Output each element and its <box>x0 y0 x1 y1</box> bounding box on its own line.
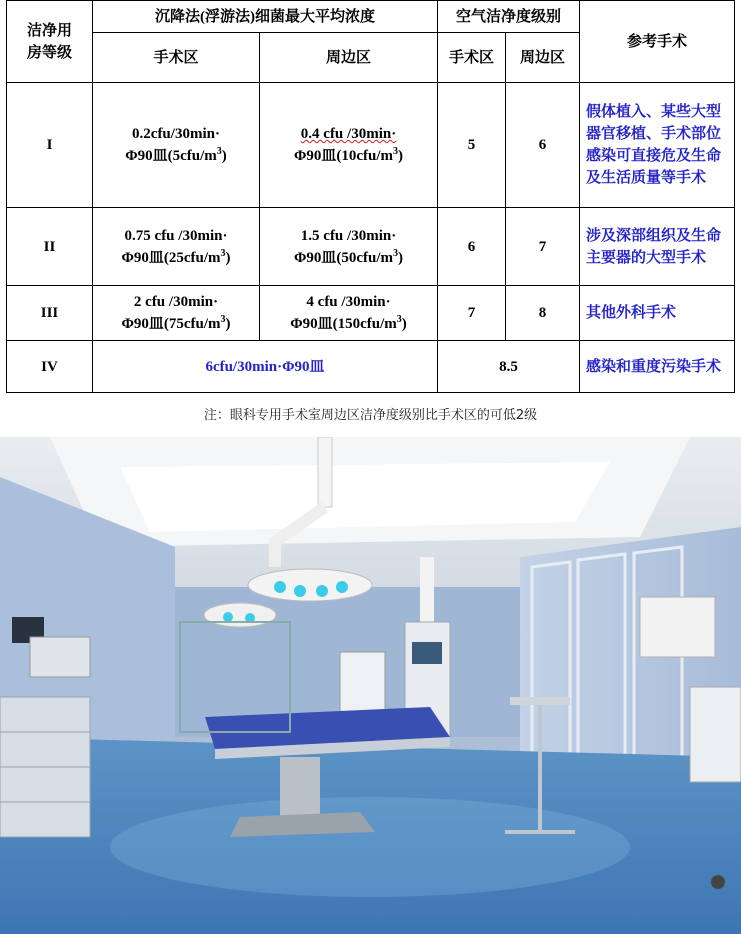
row-grade: III <box>7 286 93 341</box>
table-row <box>7 83 735 208</box>
header-surgery-zone: 手术区 <box>93 33 260 83</box>
reference-surgery: 假体植入、某些大型器官移植、手术部位感染可直接危及生命及生活质量等手术 <box>580 83 735 208</box>
row-grade: IV <box>7 341 93 393</box>
surrounding-concentration: 0.4 cfu /30min· Φ90皿$(10cfu/m^3)$ <box>260 83 438 208</box>
clean-surgery-level: 5 <box>438 83 506 208</box>
clean-surgery-level: 6 <box>438 208 506 286</box>
operating-room-image <box>0 437 741 934</box>
settling-merged-value: 6cfu/30min·Φ90皿 <box>93 341 438 393</box>
surrounding-concentration: 1.5 cfu /30min· Φ90皿$(50cfu/m^3)$ <box>260 208 438 286</box>
table-row <box>7 208 735 286</box>
surgery-concentration: 0.75 cfu /30min· Φ90皿$(25cfu/m^3)$ <box>93 208 260 286</box>
clean-surrounding-level: 6 <box>506 83 580 208</box>
header-clean-surgery-zone: 手术区 <box>438 33 506 83</box>
header-settling: 沉降法(浮游法)细菌最大平均浓度 <box>93 1 438 33</box>
header-surrounding-zone: 周边区 <box>260 33 438 83</box>
reference-surgery: 涉及深部组织及生命主要器的大型手术 <box>580 208 735 286</box>
table-row <box>7 286 735 341</box>
cleanroom-grade-table <box>6 0 735 393</box>
reference-surgery: 其他外科手术 <box>580 286 735 341</box>
surgery-concentration: 0.2cfu/30min· Φ90皿$(5cfu/m^3)$ <box>93 83 260 208</box>
reference-surgery: 感染和重度污染手术 <box>580 341 735 393</box>
clean-surgery-level: 7 <box>438 286 506 341</box>
clean-surrounding-level: 7 <box>506 208 580 286</box>
row-grade: I <box>7 83 93 208</box>
header-room-grade: 洁净用 房等级 <box>7 1 93 83</box>
header-cleanliness: 空气洁净度级别 <box>438 1 580 33</box>
header-clean-surrounding-zone: 周边区 <box>506 33 580 83</box>
surrounding-concentration: 4 cfu /30min· Φ90皿$(150cfu/m^3)$ <box>260 286 438 341</box>
table-row <box>7 341 735 393</box>
header-reference: 参考手术 <box>580 1 735 83</box>
table-footnote: 注：眼科专用手术室周边区洁净度级别比手术区的可低2级 <box>203 408 538 423</box>
clean-surrounding-level: 8 <box>506 286 580 341</box>
clean-merged-level: 8.5 <box>438 341 580 393</box>
surgery-concentration: 2 cfu /30min· Φ90皿$(75cfu/m^3)$ <box>93 286 260 341</box>
operating-room-illustration <box>0 437 741 934</box>
row-grade: II <box>7 208 93 286</box>
